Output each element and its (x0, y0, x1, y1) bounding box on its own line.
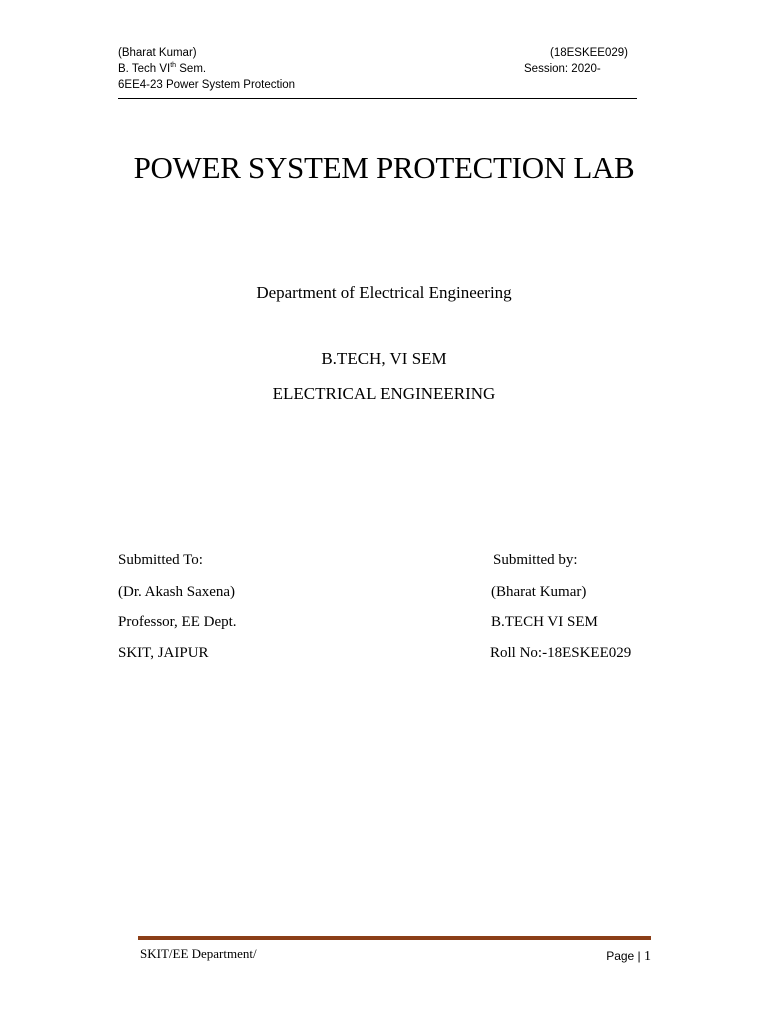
header-course-prefix: B. Tech VI (118, 63, 171, 75)
footer-page-number (606, 947, 651, 966)
submitted-to-designation: Professor, EE Dept. (118, 614, 237, 630)
program-heading: B.TECH, VI SEM (321, 349, 447, 368)
submitted-to-institute: SKIT, JAIPUR (118, 645, 209, 661)
page-title: POWER SYSTEM PROTECTION LAB (133, 150, 635, 185)
header-roll: (18ESKEE029) (550, 47, 628, 59)
header-session: Session: 2020- (524, 63, 601, 75)
submitted-to-label: Submitted To: (118, 552, 203, 568)
submitted-by-roll: Roll No:-18ESKEE029 (490, 645, 632, 661)
footer-divider (138, 936, 651, 940)
header-divider (118, 98, 637, 99)
submitted-by-label: Submitted by: (493, 552, 578, 568)
department-heading: Department of Electrical Engineering (256, 283, 512, 302)
submitted-by-name: (Bharat Kumar) (491, 584, 587, 600)
header-subject: 6EE4-23 Power System Protection (118, 79, 296, 91)
header-course (118, 61, 206, 77)
footer-page-value: 1 (644, 949, 651, 964)
footer-department: SKIT/EE Department/ (140, 946, 257, 961)
header-name: (Bharat Kumar) (118, 47, 197, 59)
submitted-by-class: B.TECH VI SEM (491, 614, 598, 630)
header-course-suffix: Sem. (176, 63, 207, 75)
submitted-to-name: (Dr. Akash Saxena) (118, 584, 236, 600)
branch-heading: ELECTRICAL ENGINEERING (272, 384, 496, 403)
header-course-sup: th (170, 62, 177, 70)
footer-page-label: Page | (606, 949, 644, 963)
